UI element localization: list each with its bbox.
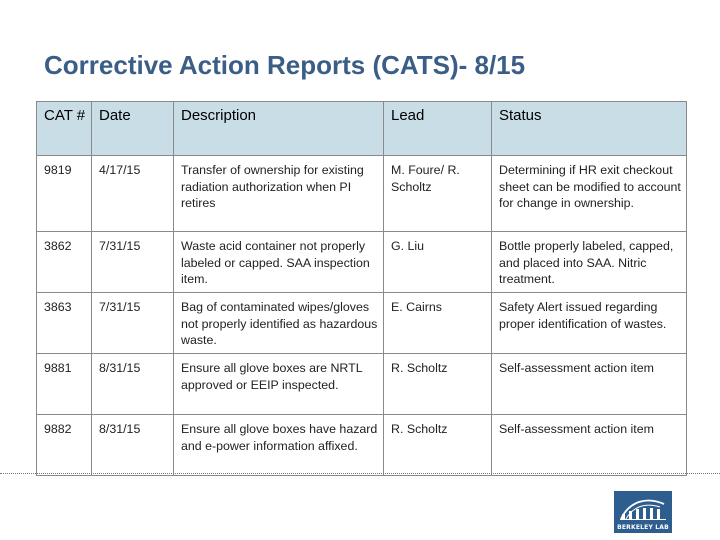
cell-status: Bottle properly labeled, capped, and placed into SAA. Nitric treatment. — [492, 232, 687, 293]
footer-divider — [0, 473, 720, 474]
cell-date: 7/31/15 — [92, 232, 174, 293]
cell-description: Transfer of ownership for existing radiation authorization when PI retires — [174, 156, 384, 232]
table-row — [37, 293, 687, 354]
header-lead: Lead — [384, 102, 492, 156]
cell-status: Self-assessment action item — [492, 415, 687, 476]
cell-lead: G. Liu — [384, 232, 492, 293]
table-row — [37, 354, 687, 415]
table-row — [37, 156, 687, 232]
cell-status: Self-assessment action item — [492, 354, 687, 415]
page-title: Corrective Action Reports (CATS)- 8/15 — [44, 50, 526, 80]
berkeley-lab-building-icon — [614, 491, 672, 523]
header-date: Date — [92, 102, 174, 156]
header-cat: CAT # — [37, 102, 92, 156]
cell-cat: 9881 — [37, 354, 92, 415]
cell-date: 7/31/15 — [92, 293, 174, 354]
cell-lead: R. Scholtz — [384, 354, 492, 415]
cell-lead: E. Cairns — [384, 293, 492, 354]
cell-cat: 3863 — [37, 293, 92, 354]
cell-lead: M. Foure/ R. Scholtz — [384, 156, 492, 232]
cell-description: Bag of contaminated wipes/gloves not properly identified as hazardous waste. — [174, 293, 384, 354]
cell-date: 8/31/15 — [92, 354, 174, 415]
cell-lead: R. Scholtz — [384, 415, 492, 476]
table-row — [37, 415, 687, 476]
header-status: Status — [492, 102, 687, 156]
cell-status: Safety Alert issued regarding proper identification of wastes. — [492, 293, 687, 354]
header-description: Description — [174, 102, 384, 156]
cell-description: Ensure all glove boxes have hazard and e-power information affixed. — [174, 415, 384, 476]
table-header-row — [37, 102, 687, 156]
cats-table — [36, 101, 687, 476]
cell-cat: 3862 — [37, 232, 92, 293]
logo-text: BERKELEY LAB — [617, 524, 669, 531]
cell-cat: 9882 — [37, 415, 92, 476]
cell-cat: 9819 — [37, 156, 92, 232]
cell-date: 8/31/15 — [92, 415, 174, 476]
berkeley-lab-logo — [614, 491, 672, 533]
cell-description: Ensure all glove boxes are NRTL approved or EEIP inspected. — [174, 354, 384, 415]
cell-date: 4/17/15 — [92, 156, 174, 232]
cell-status: Determining if HR exit checkout sheet can be modified to account for change in ownership. — [492, 156, 687, 232]
table-row — [37, 232, 687, 293]
cell-description: Waste acid container not properly labeled or capped. SAA inspection item. — [174, 232, 384, 293]
